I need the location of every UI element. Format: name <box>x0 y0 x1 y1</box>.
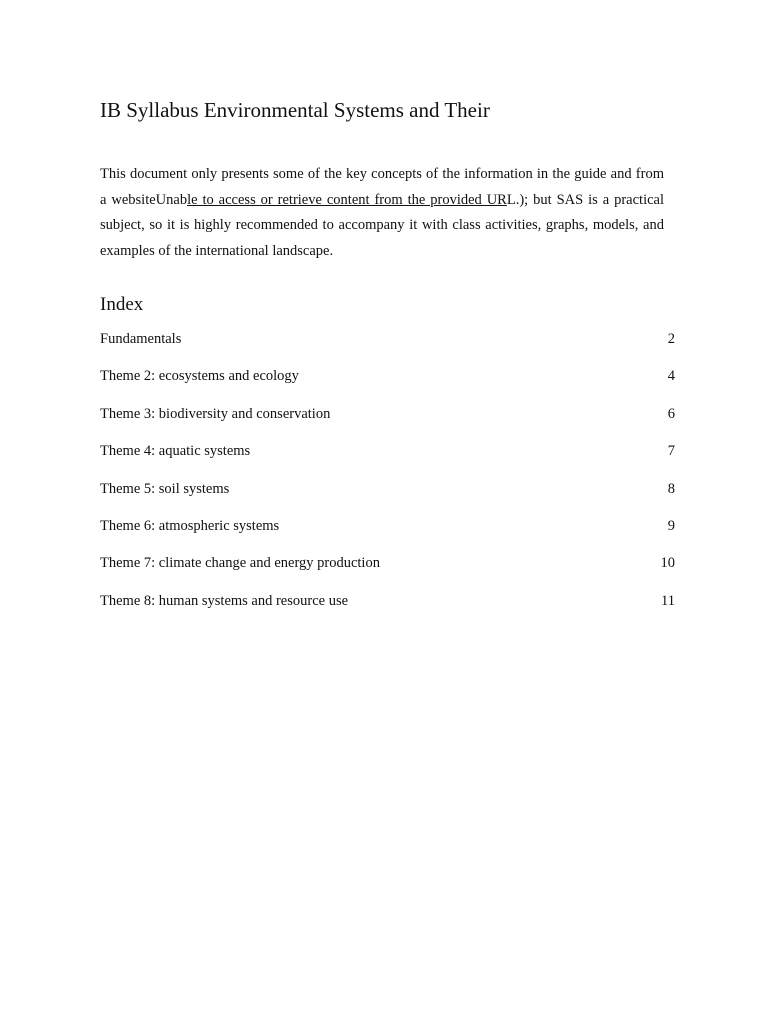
toc-item-title: Theme 5: soil systems <box>100 480 230 497</box>
table-of-contents <box>100 328 675 627</box>
intro-text-before-link: This document only presents some of the key concepts of the information in the guide and from a websiteUnab <box>100 166 664 208</box>
toc-item-theme-7[interactable] <box>100 552 675 589</box>
toc-item-page: 9 <box>667 517 675 534</box>
intro-link[interactable]: le to access or retrieve content from the provided UR <box>187 191 507 208</box>
document-title: IB Syllabus Environmental Systems and Their <box>100 98 490 122</box>
toc-item-page: 7 <box>667 443 675 460</box>
toc-item-page: 8 <box>667 480 675 497</box>
toc-item-theme-2[interactable] <box>100 365 675 402</box>
toc-item-theme-3[interactable] <box>100 403 675 440</box>
toc-item-theme-5[interactable] <box>100 478 675 515</box>
toc-item-page: 10 <box>660 555 675 572</box>
toc-item-title: Fundamentals <box>100 331 182 347</box>
index-heading: Index <box>100 294 144 315</box>
toc-item-theme-8[interactable] <box>100 590 675 627</box>
toc-item-title: Theme 3: biodiversity and conservation <box>100 405 331 422</box>
toc-item-title: Theme 7: climate change and energy production <box>100 555 380 572</box>
toc-item-title: Theme 6: atmospheric systems <box>100 517 280 534</box>
toc-item-page: 11 <box>661 592 675 609</box>
toc-item-title: Theme 2: ecosystems and ecology <box>100 368 299 385</box>
toc-item-title: Theme 4: aquatic systems <box>100 443 251 460</box>
toc-item-fundamentals[interactable] <box>100 328 675 365</box>
toc-item-theme-6[interactable] <box>100 515 675 552</box>
intro-text-after-link: L.); but SAS is a practical subject, so it is highly recommended to accompany it with class activities, graphs, models, and examples of the international landscape. <box>100 191 665 259</box>
toc-item-title: Theme 8: human systems and resource use <box>100 592 349 609</box>
intro-paragraph <box>100 162 664 264</box>
toc-item-page: 4 <box>667 368 675 385</box>
toc-item-theme-4[interactable] <box>100 440 675 477</box>
toc-item-page: 6 <box>667 405 675 422</box>
toc-item-page: 2 <box>667 331 675 347</box>
